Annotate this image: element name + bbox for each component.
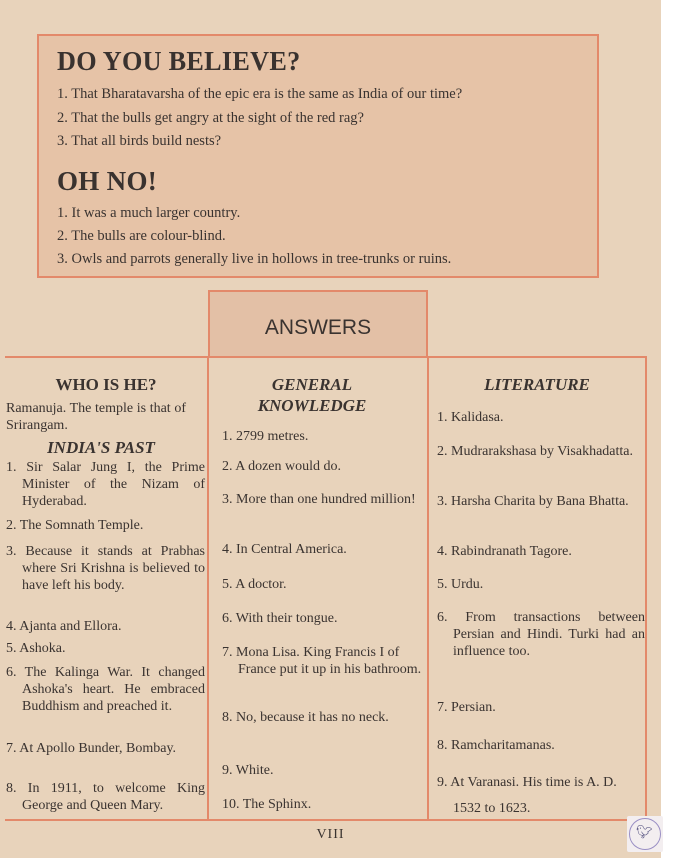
indias-past-item: 1. Sir Salar Jung I, the Prime Minister of the Nizam of Hyderabad.: [6, 460, 205, 509]
page-number: VIII: [316, 827, 345, 842]
gk-item: 3. More than one hundred million!: [222, 492, 416, 507]
literature-item: 3. Harsha Charita by Bana Bhatta.: [437, 494, 629, 509]
literature-item: 8. Ramcharitamanas.: [437, 738, 555, 753]
indias-past-item: 3. Because it stands at Prabhas where Sri Krishna is believed to have left his body.: [6, 544, 205, 593]
gk-item: 4. In Central America.: [222, 542, 347, 557]
do-you-believe-box: [37, 34, 599, 278]
gk-item: 10. The Sphinx.: [222, 797, 312, 812]
gk-heading-line1: GENERAL: [271, 375, 353, 394]
oh-no-item: 2. The bulls are colour-blind.: [57, 228, 226, 244]
oh-no-item: 1. It was a much larger country.: [57, 205, 241, 221]
answers-header-box: [208, 290, 428, 358]
divider: [427, 356, 429, 821]
literature-item: 9. At Varanasi. His time is A. D. 1532 to 1623.: [437, 775, 617, 816]
literature-item: 1. Kalidasa.: [437, 410, 504, 425]
gk-item: 8. No, because it has no neck.: [222, 710, 389, 725]
indias-past-item: 7. At Apollo Bunder, Bombay.: [6, 741, 177, 756]
oh-no-heading: OH NO!: [57, 166, 158, 196]
indias-past-item: 5. Ashoka.: [6, 641, 66, 656]
gk-item: 1. 2799 metres.: [222, 429, 309, 444]
literature-item: 6. From transactions between Persian and Hindi. Turki had an influence too.: [437, 610, 645, 659]
gk-item: 7. Mona Lisa. King Francis I of France put it up in his bathroom.: [222, 645, 422, 677]
oh-no-item: 3. Owls and parrots generally live in hollows in tree-trunks or ruins.: [57, 251, 452, 267]
literature-heading: LITERATURE: [484, 375, 590, 394]
gk-item: 5. A doctor.: [222, 577, 287, 592]
bird-icon: 🐦︎: [636, 824, 653, 839]
gk-heading-line2: KNOWLEDGE: [257, 396, 367, 415]
indias-past-item: 2. The Somnath Temple.: [6, 518, 144, 533]
literature-item: 5. Urdu.: [437, 577, 484, 592]
divider: [207, 356, 209, 821]
indias-past-item: 4. Ajanta and Ellora.: [6, 619, 122, 634]
divider: [645, 356, 647, 821]
literature-item: 7. Persian.: [437, 700, 496, 715]
believe-item: 1. That Bharatavarsha of the epic era is the same as India of our time?: [57, 86, 463, 102]
who-is-he-heading: WHO IS HE?: [55, 375, 157, 394]
gk-item: 6. With their tongue.: [222, 611, 338, 626]
indias-past-item: 8. In 1911, to welcome King George and Queen Mary.: [6, 781, 205, 813]
believe-item: 3. That all birds build nests?: [57, 133, 222, 149]
indias-past-heading: INDIA'S PAST: [47, 438, 155, 457]
literature-item: 4. Rabindranath Tagore.: [437, 544, 572, 559]
who-is-he-answer: Ramanuja. The temple is that of Srirangam.: [6, 401, 186, 433]
gk-item: 2. A dozen would do.: [222, 459, 341, 474]
literature-item: 2. Mudrarakshasa by Visakhadatta.: [437, 444, 634, 459]
believe-heading: DO YOU BELIEVE?: [57, 46, 301, 76]
gk-item: 9. White.: [222, 763, 274, 778]
divider: [5, 356, 647, 358]
answers-heading: ANSWERS: [264, 316, 372, 339]
bird-stamp-icon: [627, 816, 663, 852]
indias-past-item: 6. The Kalinga War. It changed Ashoka's heart. He embraced Buddhism and preached it.: [6, 665, 205, 714]
believe-item: 2. That the bulls get angry at the sight of the red rag?: [57, 110, 364, 126]
